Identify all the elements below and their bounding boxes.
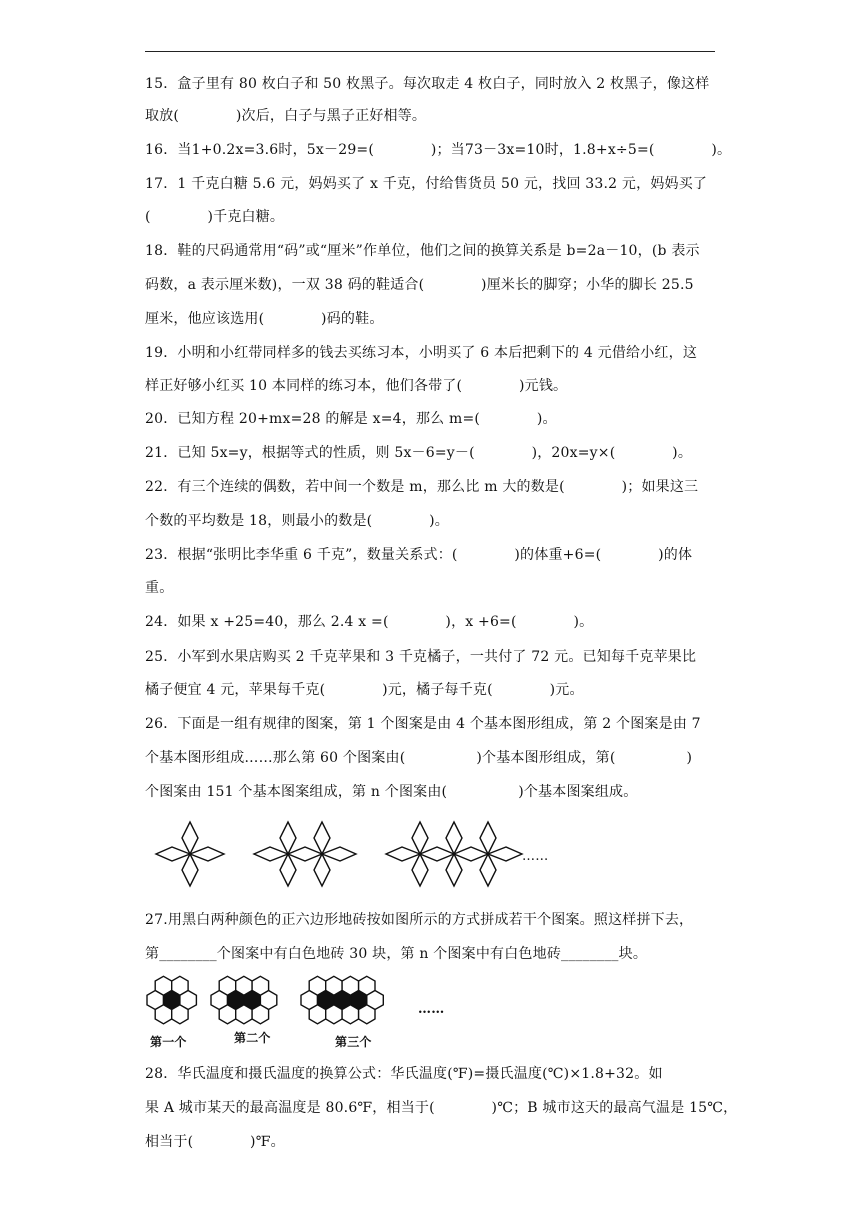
q23-line-2: 重。 xyxy=(145,580,174,596)
q28-line-1: 28．华氏温度和摄氏温度的换算公式：华氏温度(℉)=摄氏温度(℃)×1.8+32。如 xyxy=(145,1066,663,1082)
q16-line-1: 16．当1+0.2x=3.6时，5x－29=( )；当73－3x=10时，1.8+x÷5=( )。 xyxy=(145,142,732,158)
diamond-shape xyxy=(322,847,356,861)
white-hex-tile xyxy=(359,1005,375,1024)
diamond-shape xyxy=(190,847,224,861)
diamond-shape xyxy=(480,822,496,854)
q27-label-1: 第一个 xyxy=(150,1035,187,1049)
q28-line-3: 相当于( )℉。 xyxy=(145,1134,285,1150)
q17-line-1: 17．1 千克白糖 5.6 元，妈妈买了 x 千克，付给售货员 50 元，找回 33.2 元，妈妈买了 xyxy=(145,176,708,192)
q18-line-1: 18．鞋的尺码通常用“码”或“厘米”作单位，他们之间的换算关系是 b=2a－10，(b 表示 xyxy=(145,243,700,259)
q15-line-1: 15．盒子里有 80 枚白子和 50 枚黑子。每次取走 4 枚白子，同时放入 2 枚黑子，像这样 xyxy=(145,76,710,92)
diamond-shape xyxy=(412,854,428,886)
diamond-shape xyxy=(386,847,420,861)
q26-line-1: 26．下面是一组有规律的图案，第 1 个图案是由 4 个基本图形组成，第 2 个图案是由 7 xyxy=(145,716,701,732)
diamond-shape xyxy=(182,854,198,886)
diamond-shape xyxy=(420,847,454,861)
diamond-shape xyxy=(314,822,330,854)
diamond-shape xyxy=(412,822,428,854)
white-hex-tile xyxy=(326,1005,342,1024)
diamond-shape xyxy=(314,854,330,886)
white-hex-tile xyxy=(252,1005,269,1024)
diamond-shape xyxy=(288,847,322,861)
diamond-shape xyxy=(454,847,488,861)
diamond-pattern-svg xyxy=(150,818,570,890)
q22-line-1: 22．有三个连续的偶数，若中间一个数是 m，那么比 m 大的数是( )；如果这三 xyxy=(145,479,699,495)
q26-line-2: 个基本图形组成……那么第 60 个图案由( )个基本图形组成，第( ) xyxy=(145,750,693,766)
diamond-shape xyxy=(488,847,522,861)
q27-label-3: 第三个 xyxy=(335,1035,372,1049)
q27-line-2: 第________个图案中有白色地砖 30 块，第 n 个图案中有白色地砖________块。 xyxy=(145,946,648,962)
white-hex-tile xyxy=(236,1005,252,1024)
q27-label-2: 第二个 xyxy=(234,1031,271,1045)
white-hex-tile xyxy=(219,1005,236,1024)
q26-pattern-figure xyxy=(150,818,570,890)
q17-line-2: ( )千克白糖。 xyxy=(145,209,285,225)
header-rule xyxy=(145,51,715,52)
diamond-shape xyxy=(280,822,296,854)
white-hex-tile xyxy=(309,1005,326,1024)
q28-line-2: 果 A 城市某天的最高温度是 80.6℉，相当于( )℃；B 城市这天的最高气温是 15℃， xyxy=(145,1100,738,1116)
diamond-shape xyxy=(280,854,296,886)
q24-line-1: 24．如果 x +25=40，那么 2.4 x =( )，x +6=( )。 xyxy=(145,614,594,630)
diamond-shape xyxy=(446,854,462,886)
q23-line-1: 23．根据“张明比李华重 6 千克”，数量关系式：( )的体重+6=( )的体 xyxy=(145,547,693,563)
diamond-shape xyxy=(156,847,190,861)
q25-line-2: 橘子便宜 4 元，苹果每千克( )元，橘子每千克( )元。 xyxy=(145,682,584,698)
q22-line-2: 个数的平均数是 18，则最小的数是( )。 xyxy=(145,513,449,529)
diamond-shape xyxy=(254,847,288,861)
q20-line-1: 20．已知方程 20+mx=28 的解是 x=4，那么 m=( )。 xyxy=(145,411,557,427)
q27-hexagon-figure xyxy=(145,972,445,1028)
q19-line-2: 样正好够小红买 10 本同样的练习本，他们各带了( )元钱。 xyxy=(145,378,568,394)
q25-line-1: 25．小军到水果店购买 2 千克苹果和 3 千克橘子，一共付了 72 元。已知每千克苹果比 xyxy=(145,649,697,665)
white-hex-tile xyxy=(155,1005,172,1024)
q21-line-1: 21．已知 5x=y，根据等式的性质，则 5x－6=y－( )，20x=y×( )。 xyxy=(145,445,693,461)
diamond-shape xyxy=(480,854,496,886)
q15-line-2: 取放( )次后，白子与黑子正好相等。 xyxy=(145,108,427,124)
q26-ellipsis: …… xyxy=(522,849,549,864)
q27-ellipsis: …… xyxy=(418,1002,445,1017)
white-hex-tile xyxy=(342,1005,359,1024)
q18-line-3: 厘米，他应该选用( )码的鞋。 xyxy=(145,311,384,327)
white-hex-tile xyxy=(172,1005,188,1024)
q26-line-3: 个图案由 151 个基本图案组成，第 n 个图案由( )个基本图案组成。 xyxy=(145,784,638,800)
q27-line-1: 27.用黑白两种颜色的正六边形地砖按如图所示的方式拼成若干个图案。照这样拼下去， xyxy=(145,912,694,928)
q18-line-2: 码数，a 表示厘米数)，一双 38 码的鞋适合( )厘米长的脚穿；小华的脚长 25.5 xyxy=(145,277,694,293)
q19-line-1: 19．小明和小红带同样多的钱去买练习本，小明买了 6 本后把剩下的 4 元借给小红，这 xyxy=(145,345,698,361)
diamond-shape xyxy=(446,822,462,854)
diamond-shape xyxy=(182,822,198,854)
hexagon-pattern-svg xyxy=(145,972,445,1028)
